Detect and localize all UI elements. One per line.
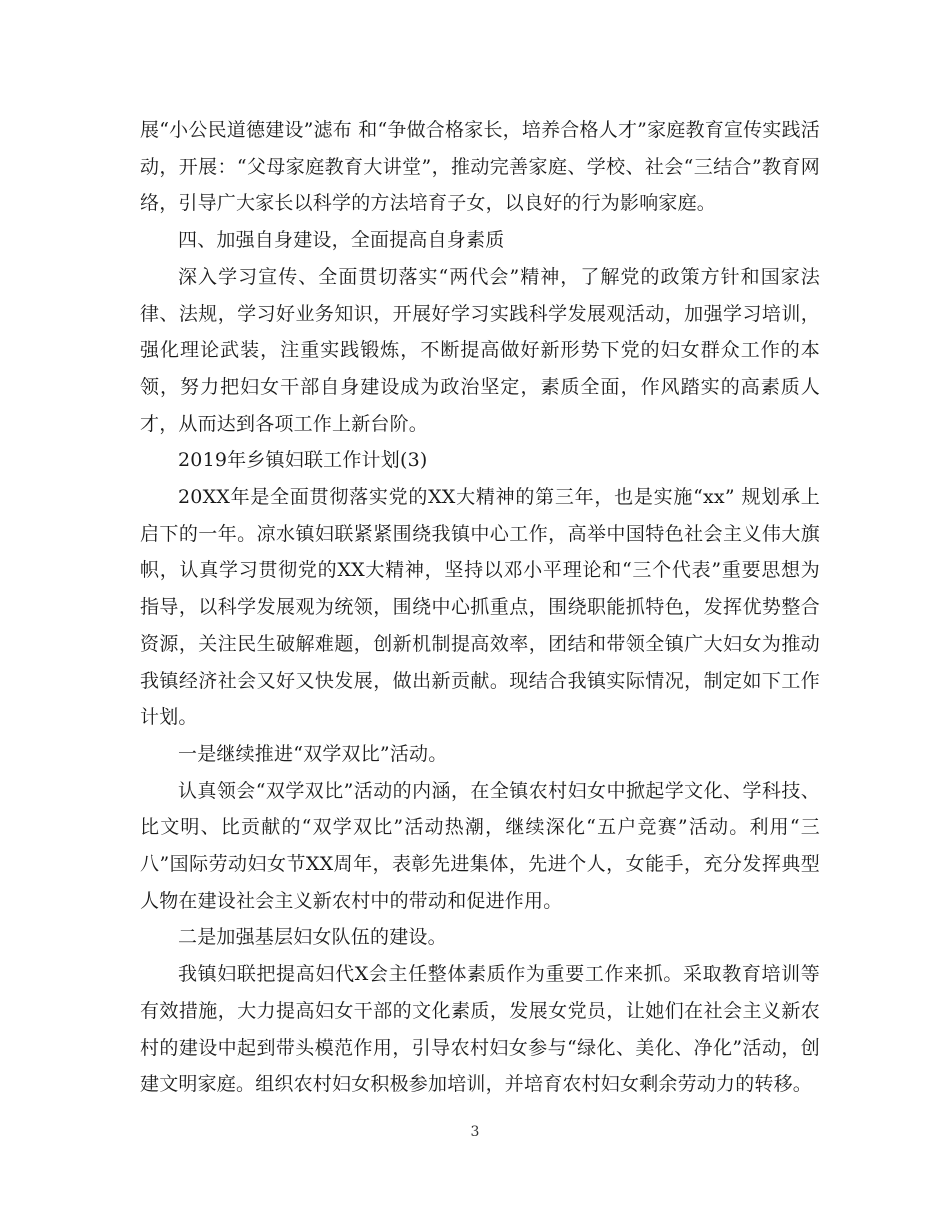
paragraph-self-building: 深入学习宣传、全面贯切落实“两代会”精神，了解党的政策方针和国家法律、法规，学习好业务知识，开展好学习实践科学发展观活动，加强学习培训，强化理论武装，注重实践锻炼，不断提高做好新形势下党的妇女群众工作的本领，努力把妇女干部自身建设成为政治坚定，素质全面，作风踏实的高素质人才，从而达到各项工作上新台阶。 bbox=[140, 265, 820, 435]
section-heading-self-building: 四、加强自身建设，全面提高自身素质 bbox=[178, 229, 505, 252]
paragraph-continuation: 展“小公民道德建设”滤布 和“争做合格家长，培养合格人才”家庭教育宣传实践活动，开展：“父母家庭教育大讲堂”，推动完善家庭、学校、社会“三结合”教育网络，引导广大家长以科学的方法培育子女，以良好的行为影响家庭。 bbox=[140, 119, 820, 215]
plan-title: 2019年乡镇妇联工作计划(3) bbox=[178, 449, 428, 472]
paragraph-plan-intro: 20XX年是全面贯彻落实党的XX大精神的第三年，也是实施“xx” 规划承上启下的一年。凉水镇妇联紧紧围绕我镇中心工作，高举中国特色社会主义伟大旗帜，认真学习贯彻党的XX大精神，坚持以邓小平理论和“三个代表”重要思想为指导，以科学发展观为统领，围绕中心抓重点，围绕职能抓特色，发挥优势整合资源，关注民生破解难题，创新机制提高效率，团结和带领全镇广大妇女为推动我镇经济社会又好又快发展，做出新贡献。现结合我镇实际情况，制定如下工作计划。 bbox=[140, 486, 820, 729]
paragraph-double-learning: 认真领会“双学双比”活动的内涵，在全镇农村妇女中掀起学文化、学科技、比文明、比贡献的“双学双比”活动热潮，继续深化“五户竞赛”活动。利用“三八”国际劳动妇女节XX周年，表彰先进集体，先进个人，女能手，充分发挥典型人物在建设社会主义新农村中的带动和促进作用。 bbox=[140, 779, 820, 912]
item-heading-double-learning: 一是继续推进“双学双比”活动。 bbox=[178, 742, 448, 765]
item-heading-grassroots-team: 二是加强基层妇女队伍的建设。 bbox=[178, 926, 447, 949]
document-body bbox=[140, 112, 820, 1103]
page-number: 3 bbox=[470, 1124, 480, 1140]
paragraph-grassroots-team: 我镇妇联把提高妇代X会主任整体素质作为重要工作来抓。采取教育培训等有效措施，大力提高妇女干部的文化素质，发展女党员，让她们在社会主义新农村的建设中起到带头模范作用，引导农村妇女参与“绿化、美化、净化”活动，创建文明家庭。组织农村妇女积极参加培训，并培育农村妇女剩余劳动力的转移。 bbox=[140, 963, 820, 1096]
